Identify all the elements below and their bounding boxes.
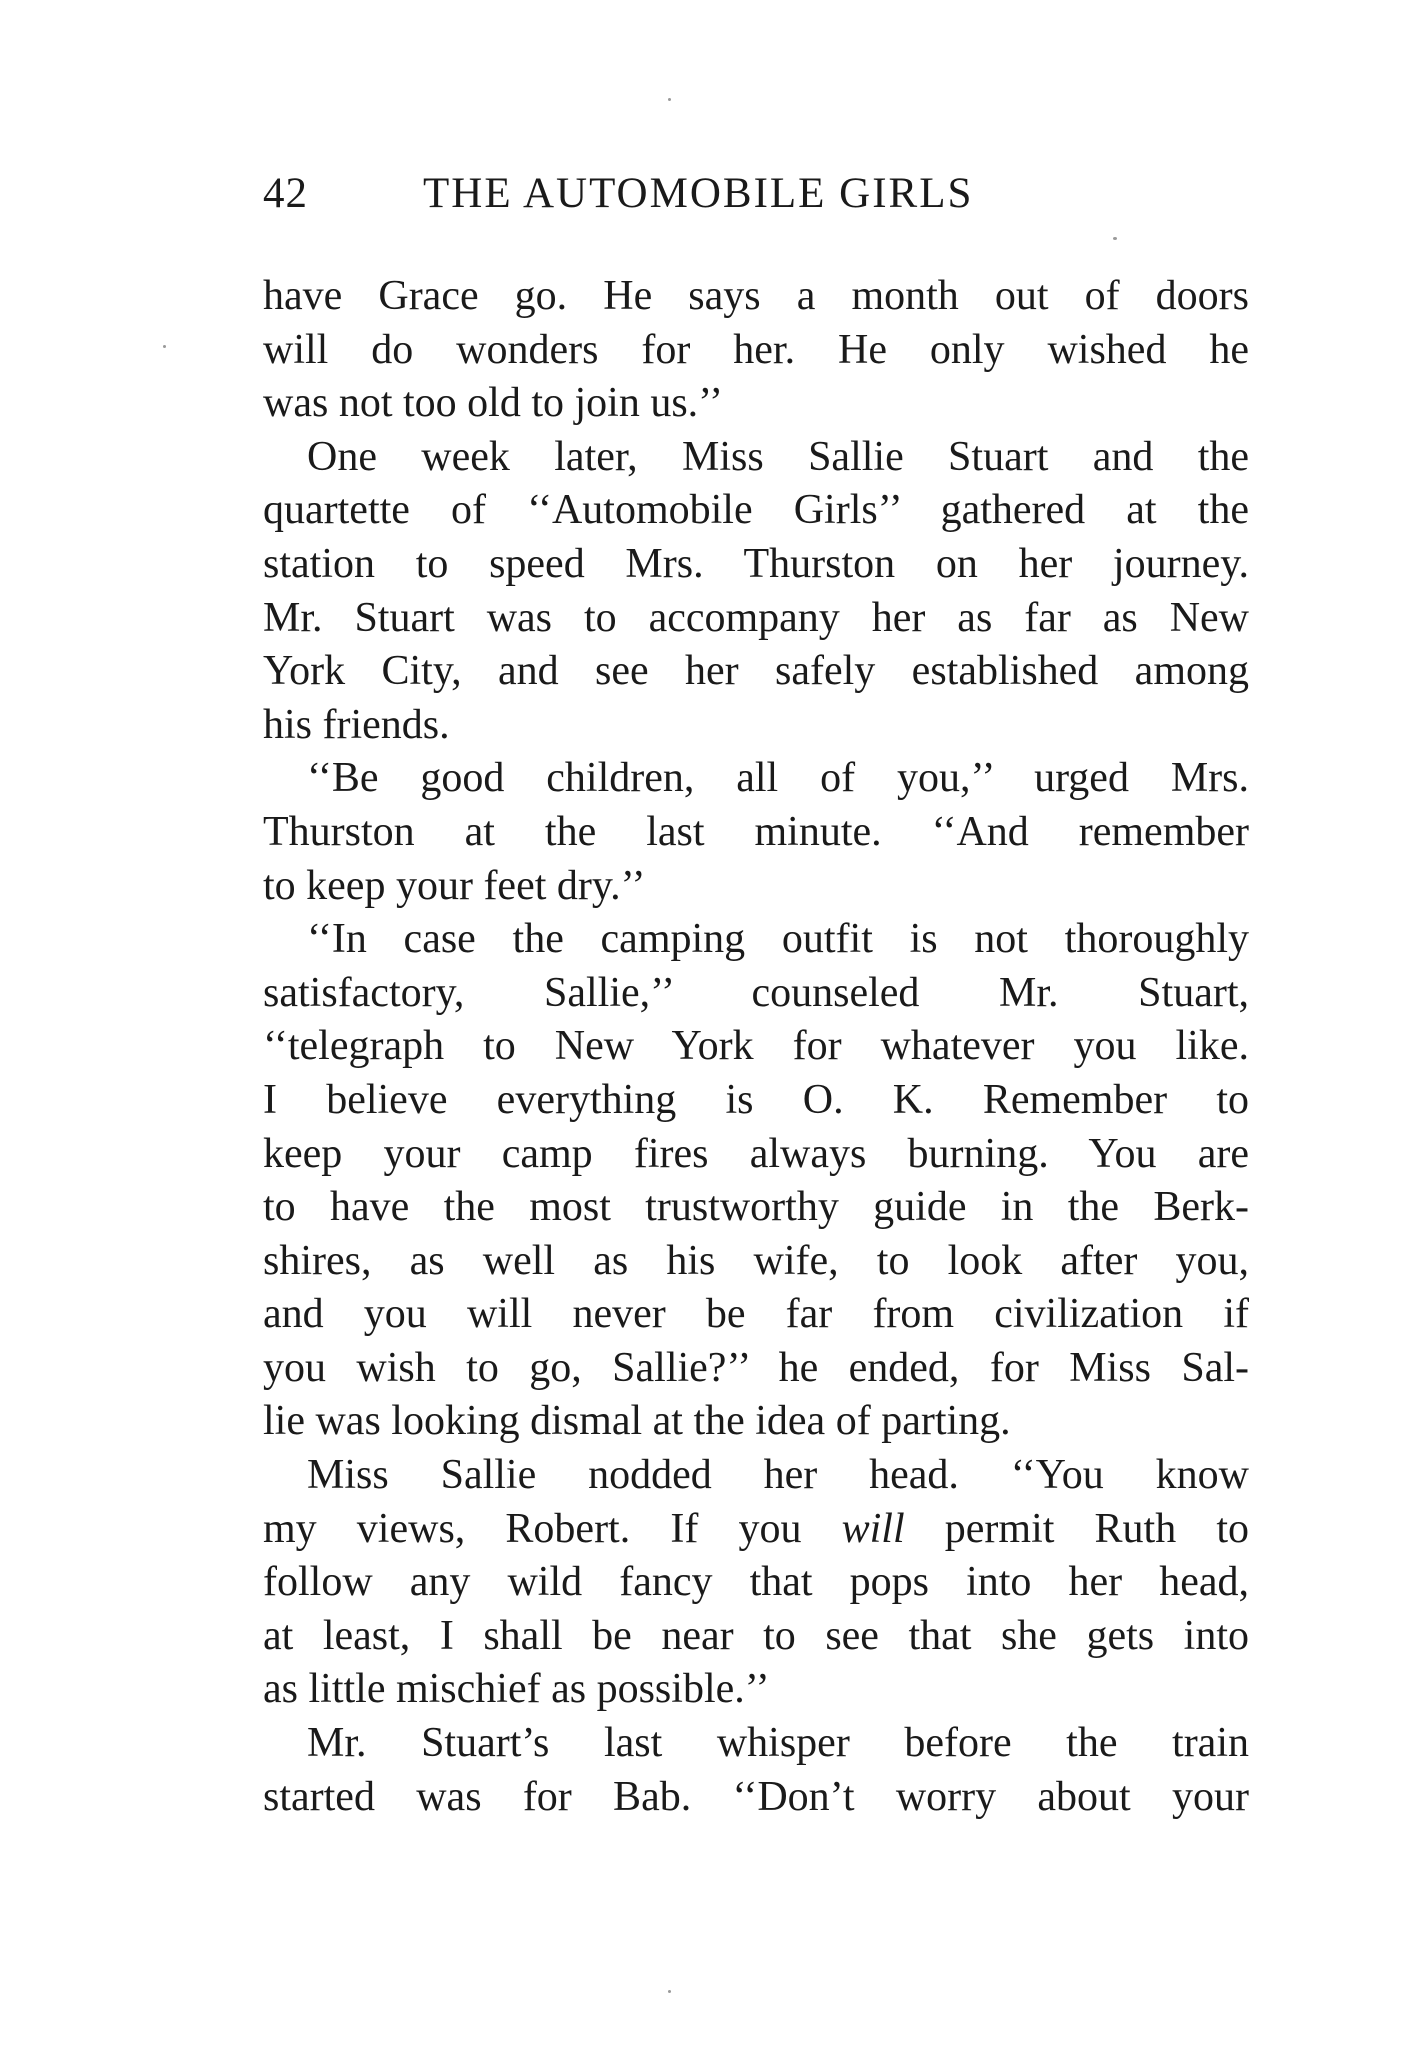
text-line: ‘‘In case the camping outfit is not thoroughly (307, 916, 1249, 963)
text-line: station to speed Mrs. Thurston on her journey. (263, 540, 1249, 587)
text-line: Thurston at the last minute. ‘‘And remember (263, 808, 1249, 855)
text-line: shires, as well as his wife, to look after you, (263, 1237, 1249, 1284)
text-line: ‘‘Be good children, all of you,’’ urged Mrs. (307, 755, 1249, 802)
paper-speck (1113, 237, 1117, 240)
text-line: to keep your feet dry.’’ (263, 862, 646, 909)
text-line: follow any wild fancy that pops into her head, (263, 1559, 1249, 1606)
text-line: at least, I shall be near to see that she gets into (263, 1612, 1249, 1659)
text-line: his friends. (263, 701, 450, 748)
text-line: Mr. Stuart’s last whisper before the train (307, 1720, 1249, 1767)
text-line: and you will never be far from civilization if (263, 1291, 1249, 1338)
body-text (263, 270, 1249, 1824)
paper-speck (163, 345, 166, 348)
paper-speck (668, 1990, 671, 1993)
text-line: Miss Sallie nodded her head. ‘‘You know (307, 1452, 1249, 1499)
text-line (263, 1503, 1249, 1557)
text-line: One week later, Miss Sallie Stuart and the (307, 433, 1249, 480)
text-line: I believe everything is O. K. Remember to (263, 1076, 1249, 1123)
emphasis-word: will (841, 1505, 905, 1552)
text-line: lie was looking dismal at the idea of parting. (263, 1398, 1011, 1445)
running-title: THE AUTOMOBILE GIRLS (423, 170, 974, 217)
text-line: to have the most trustworthy guide in the Berk- (263, 1184, 1249, 1231)
page-number: 42 (263, 170, 308, 217)
text-line: as little mischief as possible.’’ (263, 1666, 770, 1713)
text-line: Mr. Stuart was to accompany her as far as New (263, 594, 1249, 641)
text-line: satisfactory, Sallie,’’ counseled Mr. Stuart, (263, 969, 1249, 1016)
running-head (263, 164, 1083, 224)
text-line: was not too old to join us.’’ (263, 380, 724, 427)
text-line: have Grace go. He says a month out of doors (263, 273, 1249, 319)
text-line: keep your camp fires always burning. You are (263, 1130, 1249, 1177)
text-line: will do wonders for her. He only wished he (263, 326, 1249, 373)
text-line: you wish to go, Sallie?’’ he ended, for Miss Sal- (263, 1344, 1249, 1391)
text-segment: permit Ruth to (944, 1505, 1250, 1552)
text-line: ‘‘telegraph to New York for whatever you like. (263, 1023, 1249, 1070)
text-line: started was for Bab. ‘‘Don’t worry about your (263, 1773, 1249, 1820)
text-segment: my views, Robert. If you (263, 1505, 802, 1552)
paper-speck (668, 98, 671, 101)
text-line: quartette of ‘‘Automobile Girls’’ gathered at the (263, 487, 1249, 534)
text-line: York City, and see her safely established among (263, 648, 1249, 695)
